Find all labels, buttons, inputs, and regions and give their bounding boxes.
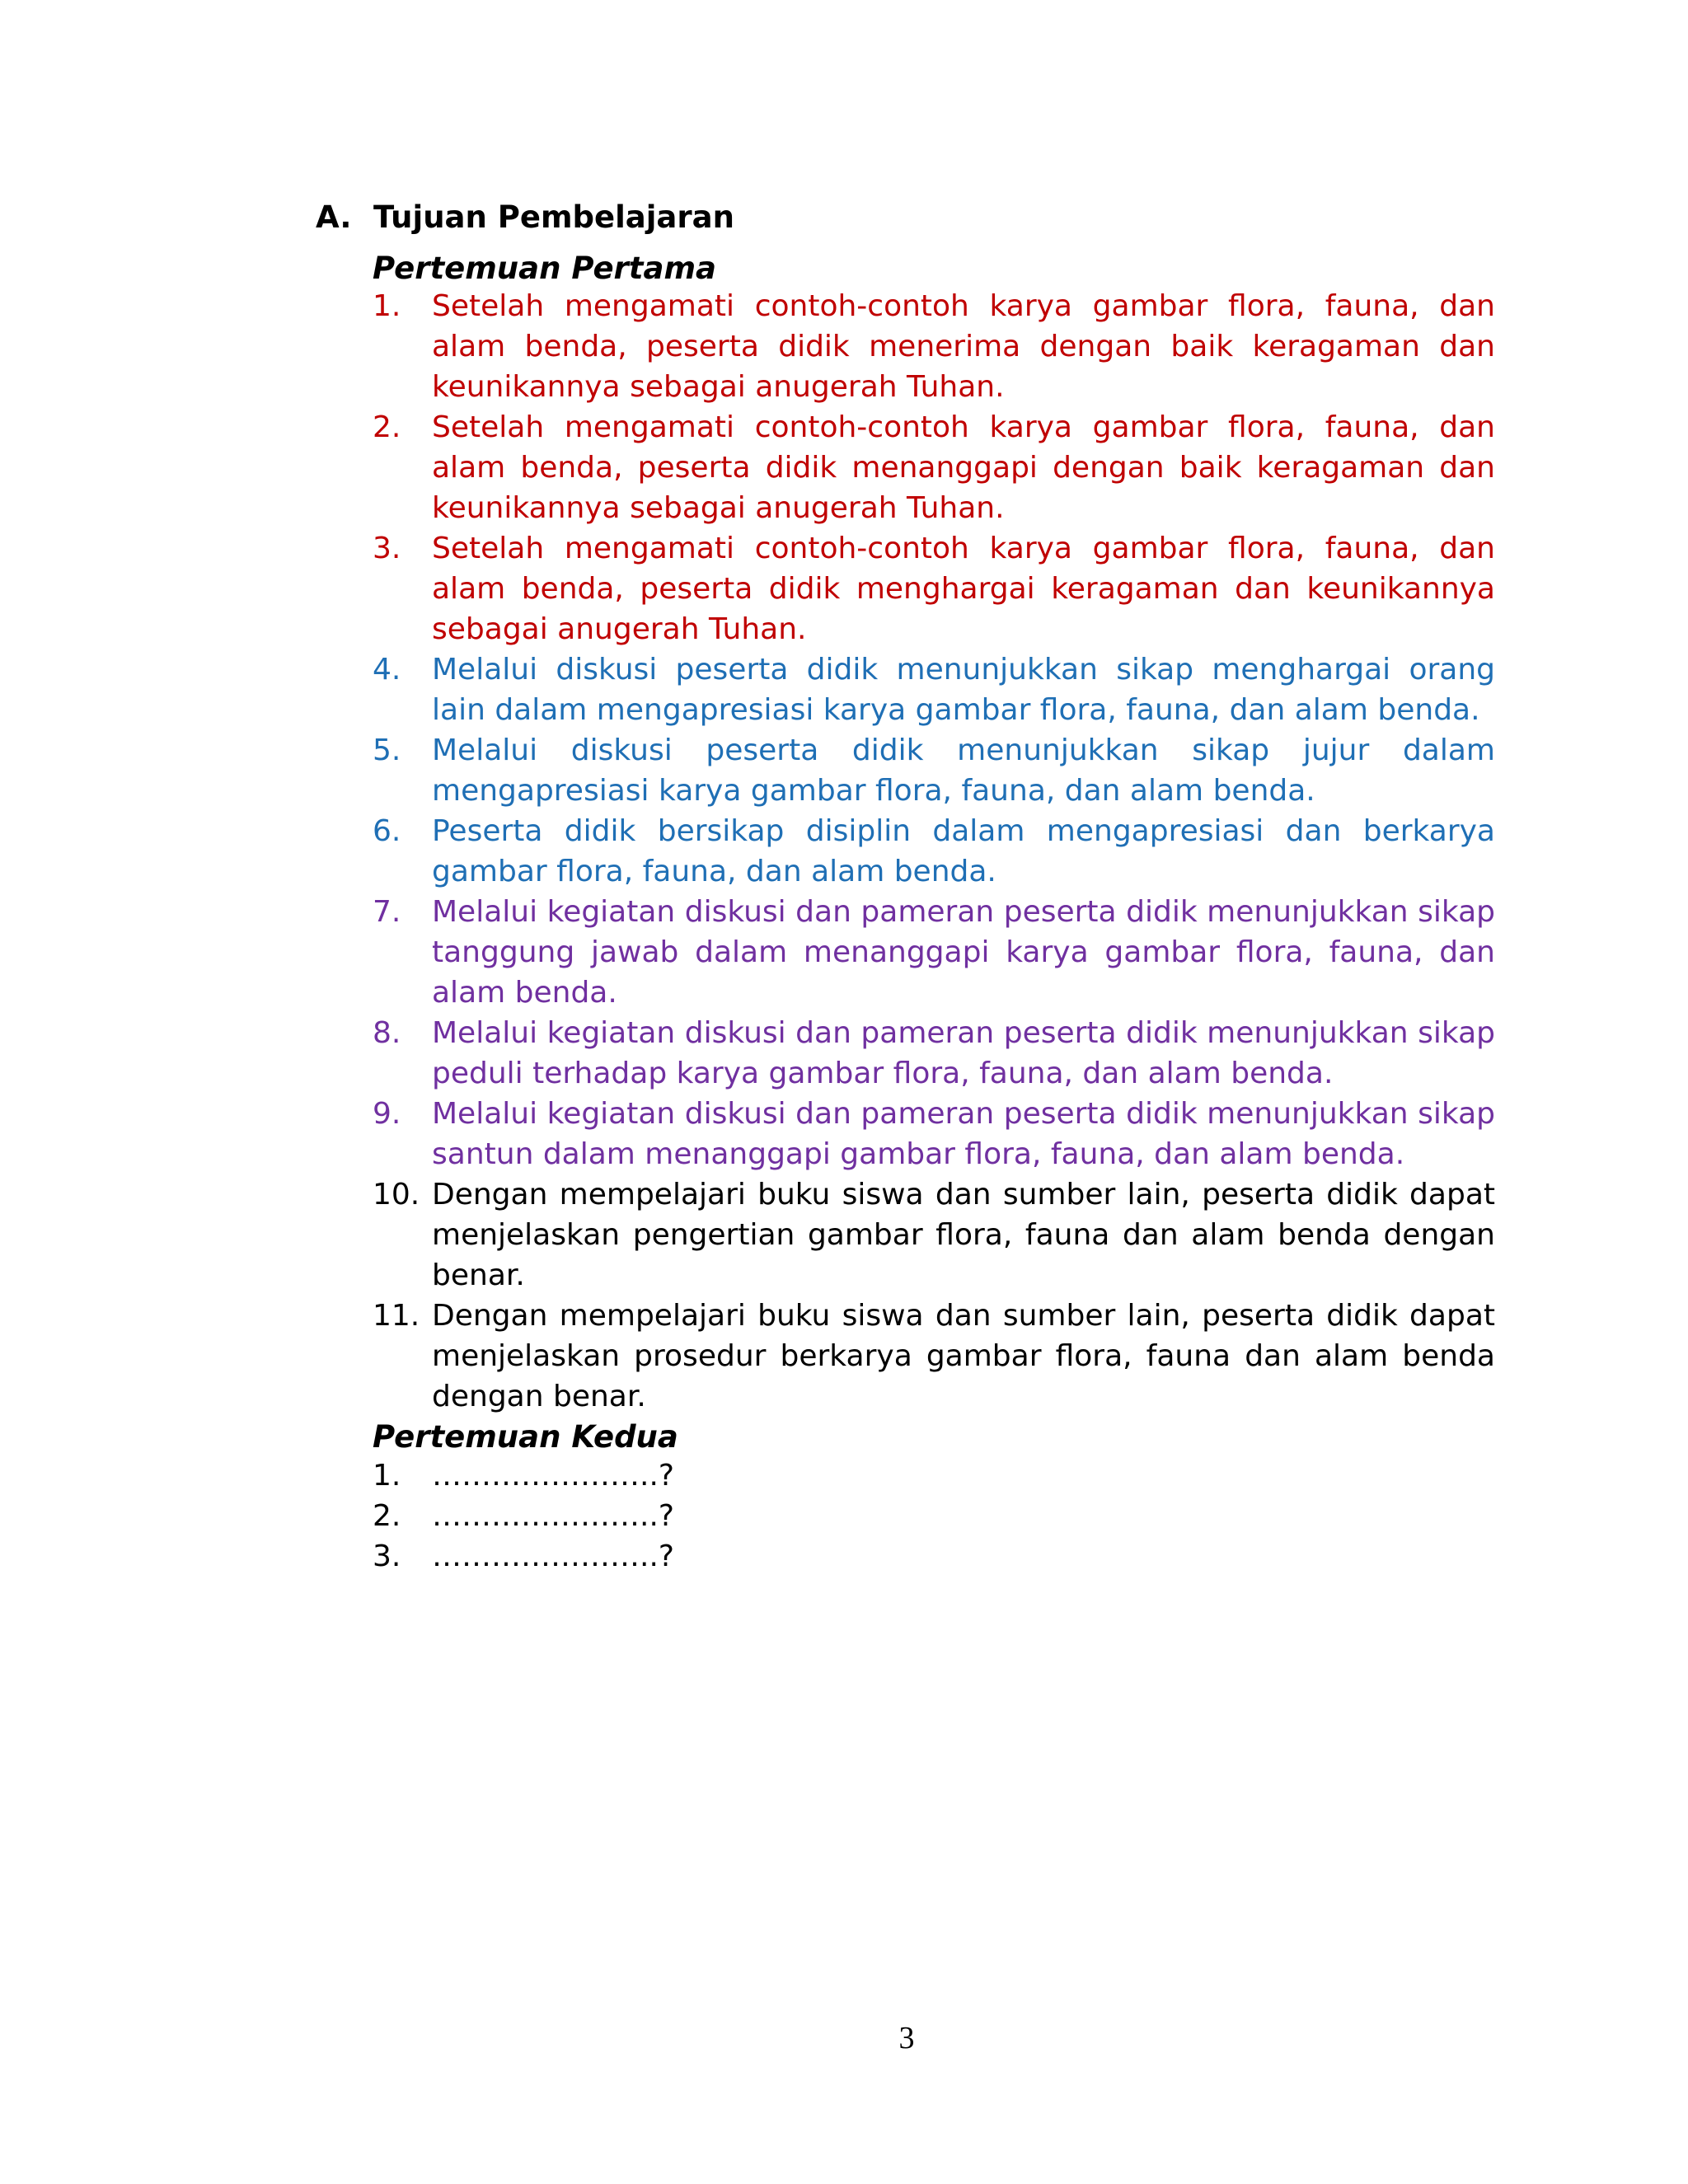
list-item: 9. Melalui kegiatan diskusi dan pameran peserta didik menunjukkan sikap santun dalam menanggapi gambar flora, fauna, dan alam benda. [373, 1097, 1495, 1171]
list-item: 11. Dengan mempelajari buku siswa dan sumber lain, peserta didik dapat menjelaskan prosedur berkarya gambar flora, fauna dan alam benda dengan benar. [373, 1299, 1495, 1413]
section-title: Tujuan Pembelajaran [373, 199, 734, 235]
list-item: 5. Melalui diskusi peserta didik menunjukkan sikap jujur dalam mengapresiasi karya gambar flora, fauna, dan alam benda. [373, 733, 1495, 808]
list-item: 6. Peserta didik bersikap disiplin dalam mengapresiasi dan berkarya gambar flora, fauna, dan alam benda. [373, 814, 1495, 888]
page-number: 3 [898, 2021, 915, 2055]
meeting-title-first: Pertemuan Pertama [373, 251, 716, 286]
section-heading [316, 196, 734, 239]
list-item: 8. Melalui kegiatan diskusi dan pameran peserta didik menunjukkan sikap peduli terhadap karya gambar flora, fauna, dan alam benda. [373, 1016, 1495, 1090]
objective-list-first [373, 286, 1495, 1417]
list-item: 2. Setelah mengamati contoh-contoh karya gambar flora, fauna, dan alam benda, peserta didik menanggapi dengan baik keragaman dan keunikannya sebagai anugerah Tuhan. [373, 410, 1495, 525]
meeting-title-second: Pertemuan Kedua [373, 1419, 678, 1455]
list-item: 1. Setelah mengamati contoh-contoh karya gambar flora, fauna, dan alam benda, peserta didik menerima dengan baik keragaman dan keunikannya sebagai anugerah Tuhan. [373, 289, 1495, 404]
section-letter: A. [316, 199, 352, 235]
objective-list-second [373, 1455, 1495, 1577]
list-item: 1. …………………..? [373, 1459, 674, 1493]
list-item: 3. Setelah mengamati contoh-contoh karya gambar flora, fauna, dan alam benda, peserta didik menghargai keragaman dan keunikannya sebagai anugerah Tuhan. [373, 532, 1495, 646]
list-item: 2. …………………..? [373, 1499, 674, 1533]
list-item: 7. Melalui kegiatan diskusi dan pameran peserta didik menunjukkan sikap tanggung jawab dalam menanggapi karya gambar flora, fauna, dan alam benda. [373, 895, 1495, 1010]
list-item: 10. Dengan mempelajari buku siswa dan sumber lain, peserta didik dapat menjelaskan pengertian gambar flora, fauna dan alam benda dengan benar. [373, 1178, 1495, 1292]
list-item: 4. Melalui diskusi peserta didik menunjukkan sikap menghargai orang lain dalam mengapresiasi karya gambar flora, fauna, dan alam benda. [373, 653, 1495, 727]
list-item: 3. …………………..? [373, 1540, 674, 1573]
